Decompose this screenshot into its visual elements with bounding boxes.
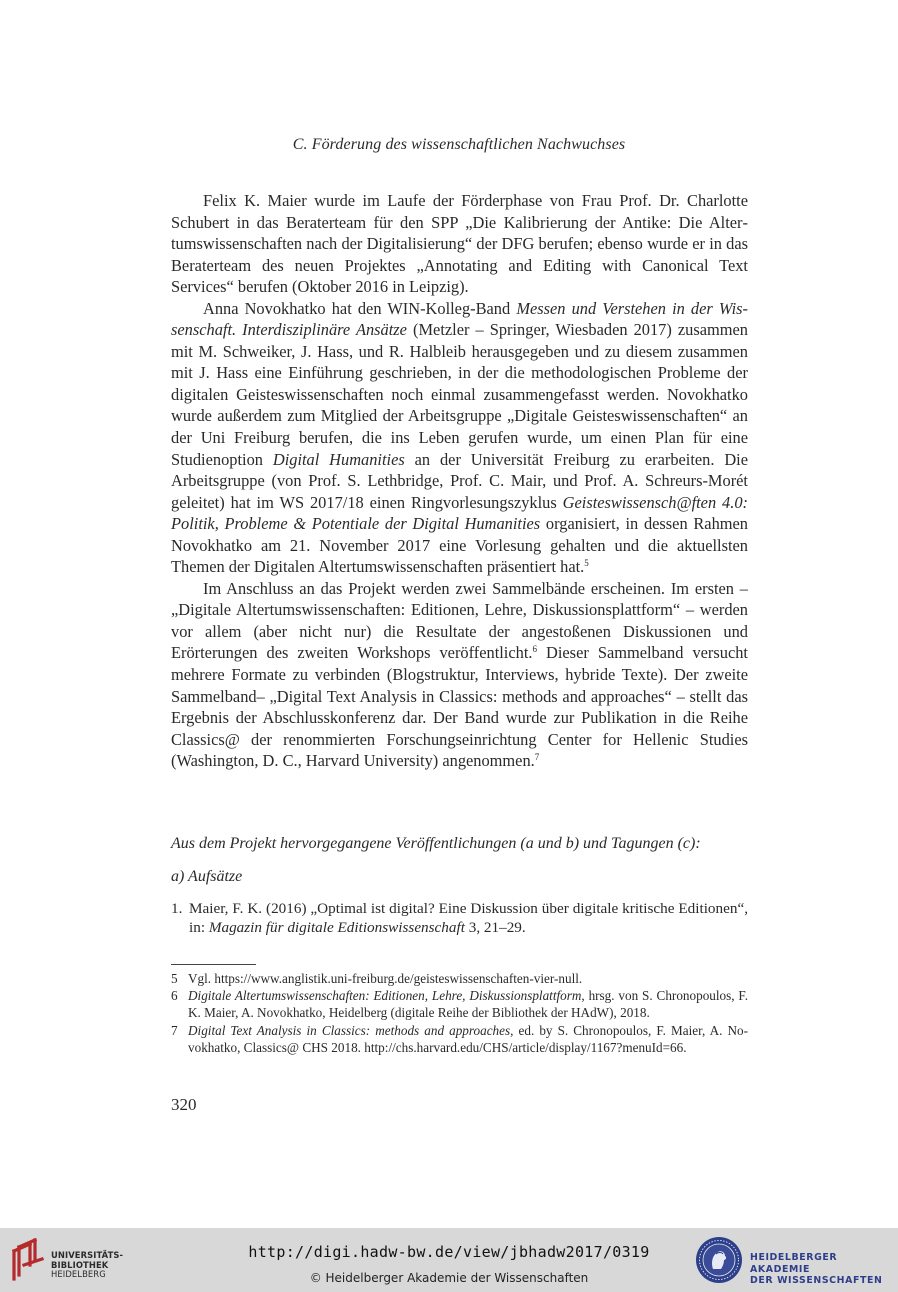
paragraph-maier xyxy=(171,190,748,298)
lecture-series-title: Geisteswissensch@ften 4.0: Politik, Probleme & Potentiale der Digital Humanities xyxy=(171,492,749,534)
footnote-6 xyxy=(171,987,748,1021)
footer-bar xyxy=(0,1228,898,1292)
footnote-ref-5[interactable]: 5 xyxy=(584,558,589,569)
paragraph-text: Felix K. Maier wurde im Laufe der Förderphase von Frau Prof. Dr. Charlotte Schubert in das Beraterteam für den SPP „Die Kalibrierung der Antike: Die Altertumswissenschaften nach der Digitalisierung“ der DFG berufen; ebenso wurde er in das Beraterteam des neuen Projektes „Annotating and Editing with Canonical Text Services“ berufen (Oktober 2016 in Leipzig). xyxy=(171,191,748,297)
library-logo-line: HEIDELBERG xyxy=(51,1269,106,1280)
permalink-url[interactable]: http://digi.hadw-bw.de/view/jbhadw2017/0319 xyxy=(248,1243,650,1261)
library-logo-line: BIBLIOTHEK xyxy=(51,1259,109,1270)
list-item-number: 1. xyxy=(171,900,183,917)
publications-heading: Aus dem Projekt hervorgegangene Veröffentlichungen (a und b) und Tagungen (c): xyxy=(171,835,701,852)
journal-title: Magazin für digitale Editionswissenschaft xyxy=(208,919,465,936)
footnotes xyxy=(171,970,748,1056)
library-logo-line: UNIVERSITÄTS- xyxy=(51,1250,124,1260)
footnote-5 xyxy=(171,970,748,987)
paragraph-sammelbaende xyxy=(171,578,748,772)
page-number: 320 xyxy=(171,1095,197,1114)
academy-seal-icon xyxy=(694,1233,744,1287)
book-title: Messen und Verstehen in der Wissenschaft. Interdisziplinäre Ansätze xyxy=(171,298,749,340)
paragraph-text: an der Universität Freiburg zu erarbeiten. Die Arbeitsgruppe (von Prof. S. Lethbridge, Prof. C. Mair, und Prof. A. Schreurs-Morét geleitet) hat im WS 2017/18 einen Ringvorlesungszyklus xyxy=(171,449,749,512)
footnote-number: 7 xyxy=(171,1022,178,1038)
footnote-number: 6 xyxy=(171,988,178,1004)
paragraph-text: Dieser Sammelband versucht mehrere Formate zu verbinden (Blogstruktur, Interviews, hybride Texte). Der zweite Sammelband– „Digital Text Analysis in Classics: methods and approaches“ – stellt das Ergebnis der Abschlusskonferenz dar. Der Band wurde zur Publikation in die Reihe Classics@ der renommierten Forschungseinrichtung Center for Hellenic Studies (Washington, D. C., Harvard University) angenommen. xyxy=(171,643,748,771)
footnote-7 xyxy=(171,1022,748,1056)
program-title: Digital Humanities xyxy=(272,449,405,469)
academy-logo-line: DER WISSENSCHAFTEN xyxy=(750,1275,883,1287)
paragraph-novokhatko xyxy=(171,298,748,578)
footnote-title: Digitale Altertumswissenschaften: Editionen, Lehre, Diskussionsplattform xyxy=(188,988,582,1004)
citation-text: 3, 21–29. xyxy=(464,919,526,936)
publications-subheading: a) Aufsätze xyxy=(171,868,243,885)
academy-wordmark xyxy=(750,1252,894,1287)
list-item-text xyxy=(189,899,748,937)
footnote-text: , hrsg. von S. Chronopoulos, F. K. Maier, A. Novokhatko, Heidelberg (digitale Reihe der Bibliothek der HAdW), 2018. xyxy=(188,988,748,1021)
copyright-notice: © Heidelberger Akademie der Wissenschaften xyxy=(309,1271,589,1285)
academy-logo-line: HEIDELBERGER AKADEMIE xyxy=(750,1252,838,1275)
paragraph-text: Im Anschluss an das Projekt werden zwei Sammelbände erscheinen. Im ersten – „Digitale Altertumswissenschaften: Editionen, Lehre, Diskussionsplattform“ – werden vor allem (aber nicht nur) die Resultate der angestoßenen Diskussionen und Erörterungen des zweiten Workshops veröffentlicht. xyxy=(171,578,748,663)
footnote-ref-6[interactable]: 6 xyxy=(532,644,537,655)
footnote-number: 5 xyxy=(171,971,178,986)
body-text xyxy=(171,190,748,772)
footnote-text[interactable]: , ed. by S. Chronopoulos, F. Maier, A. Novokhatko, Classics@ CHS 2018. http://chs.harvard.edu/CHS/article/display/1167?menuId=66. xyxy=(188,1022,748,1055)
footnote-text[interactable]: Vgl. https://www.anglistik.uni-freiburg.de/geisteswissenschaften-vier-null. xyxy=(188,971,583,986)
running-header-title: C. Förderung des wissenschaftlichen Nachwuchses xyxy=(292,136,626,153)
footnote-title: Digital Text Analysis in Classics: methods and approaches xyxy=(188,1022,511,1038)
paragraph-text: (Metzler – Springer, Wiesbaden 2017) zusammen mit M. Schweiker, J. Hass, und R. Halbleib herausgegeben und zu diesem zusammen mit J. Hass eine Einführung geschrieben, in der die methodologischen Probleme der digitalen Geisteswissenschaften noch einmal zusammengefasst werden. Novokhatko wurde außerdem zum Mitglied der Arbeitsgruppe „Digitale Geisteswissenschaften“ an der Uni Freiburg berufen, die ins Leben gerufen wurde, um einen Plan für eine Studienoption xyxy=(171,320,748,469)
paragraph-text: organisiert, in dessen Rahmen Novokhatko am 21. November 2017 eine Vorlesung gehalten und die aktuellsten Themen der Digitalen Altertumswissenschaften präsentiert hat. xyxy=(171,514,748,577)
footnote-ref-7[interactable]: 7 xyxy=(534,752,540,763)
running-header xyxy=(0,136,898,154)
citation-text: Maier, F. K. (2016) „Optimal ist digital? Eine Diskussion über digitale kritische Editionen“, in: xyxy=(189,900,748,936)
footnote-divider xyxy=(171,964,256,965)
paragraph-text: Anna Novokhatko hat den WIN-Kolleg-Band xyxy=(203,298,517,318)
academy-logo[interactable] xyxy=(694,1233,894,1287)
list-item xyxy=(171,899,748,937)
